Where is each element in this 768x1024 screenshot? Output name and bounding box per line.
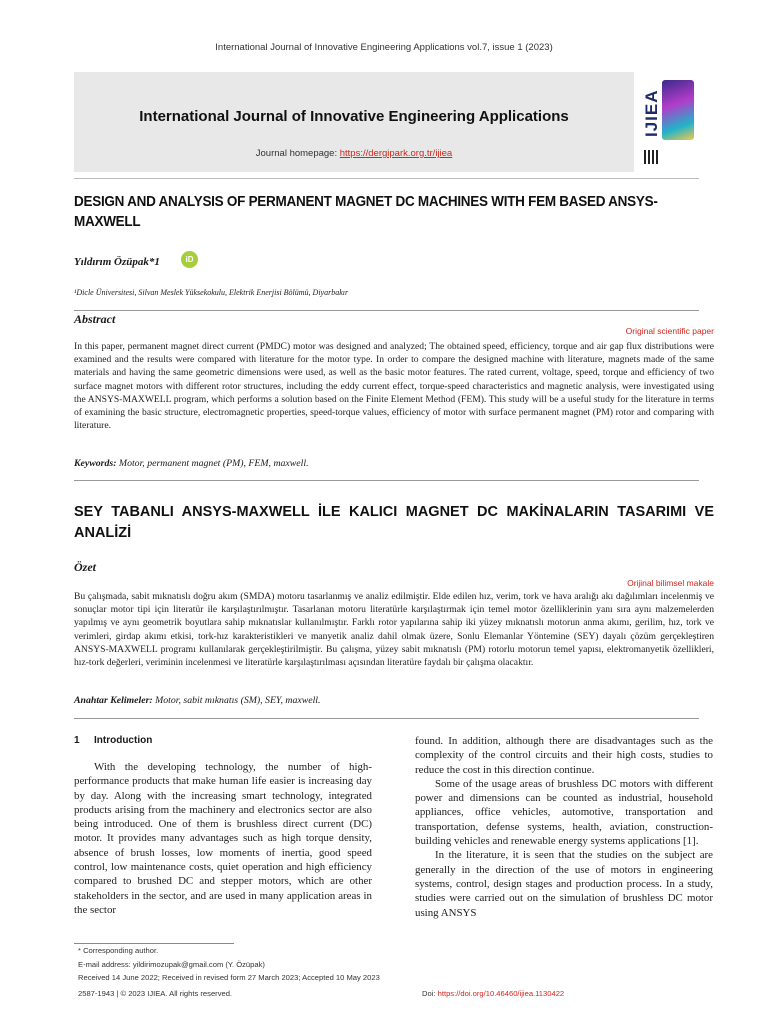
abstract-heading: Abstract	[74, 312, 116, 326]
homepage-label: Journal homepage:	[255, 148, 340, 159]
header-divider	[74, 178, 699, 179]
doi-link[interactable]: https://doi.org/10.46460/ijiea.1130422	[437, 989, 565, 998]
doi-label: Doi:	[422, 989, 438, 998]
footnote-rule	[74, 943, 234, 944]
author-name: Yıldırım Özüpak*1	[74, 256, 160, 268]
keywords-label: Keywords:	[74, 458, 117, 469]
paper-type-label: Original scientific paper	[625, 326, 714, 336]
qr-code-icon	[644, 150, 658, 164]
footnote-corresponding: * Corresponding author.	[78, 946, 159, 955]
section-title: Introduction	[94, 735, 153, 746]
journal-name: International Journal of Innovative Engineering Applications	[139, 108, 569, 125]
journal-logo: IJIEA	[642, 89, 661, 137]
footnote-doi	[422, 989, 564, 998]
right-column	[415, 734, 713, 920]
footnote-issn: 2587-1943 | © 2023 IJIEA. All rights reserved.	[78, 989, 233, 998]
left-column	[74, 760, 372, 917]
turkish-keywords-list: Motor, sabit mıknatıs (SM), SEY, maxwell.	[155, 695, 321, 706]
homepage-link[interactable]: https://dergipark.org.tr/ijiea	[339, 148, 453, 159]
running-head: International Journal of Innovative Engineering Applications vol.7, issue 1 (2023)	[215, 42, 553, 53]
abstract-top-rule	[74, 310, 699, 311]
turkish-title: SEY TABANLI ANSYS-MAXWELL İLE KALICI MAGNET DC MAKİNALARIN TASARIMI VE ANALİZİ	[74, 504, 714, 541]
intro-paragraph-1: With the developing technology, the number of high-performance products that make human life easier is increasing day by day. Along with the increasing smart technology, integrated products arising from the machinery and electronics sector are also being introduced. One of them is brushless direct current (DC) motor. It provides many advantages such as high torque density, absence of brush losses, low moments of inertia, good speed control, low maintenance costs, quiet operation and high efficiency compared to brushed DC and stepper motors, which are other stakeholders in the sector, and are used in many application areas in the sector	[74, 761, 372, 916]
turkish-keywords-label: Anahtar Kelimeler:	[74, 695, 153, 706]
footnote-email: E-mail address: yildirimozupak@gmail.com (Y. Özüpak)	[78, 960, 265, 969]
section-heading-introduction	[74, 735, 152, 746]
cover-art	[662, 80, 694, 140]
intro-paragraph-3: Some of the usage areas of brushless DC motors with different power and dimensions can be counted as industrial, household appliances, office vehicles, automotive, transportation and transportation, defense systems, health, aviation, construction-building vehicles and renewable energy systems applications [1].	[415, 777, 713, 848]
section-number: 1	[74, 735, 80, 746]
keywords	[74, 458, 309, 469]
abstract-text: In this paper, permanent magnet direct current (PMDC) motor was designed and analyzed; The obtained speed, efficiency, torque and air gap flux distributions were examined and the results were compared with literature for the motor type. In order to compare the designed machine with literature, magnets made of the same materials and having the same geometric dimensions were used, as well as the basic motor features. The rated current, voltage, speed, torque and efficiency of two surface magnet motors with different rotor structures, including the eddy current effect, torque-speed characteristics and magnetic analysis, were investigated using the ANSYS-MAXWELL program, which performs a solution based on the Finite Element Method (FEM). This study will be a useful study for the literature in terms of examining the basic structure, electromagnetic properties, speed-torque values, efficiency of motor with surface permanent magnet (PM) rotor and comparing with literature.	[74, 341, 714, 432]
turkish-paper-type-label: Orijinal bilimsel makale	[627, 578, 714, 588]
intro-paragraph-4: In the literature, it is seen that the studies on the subject are generally in the direction of the use of motors in engineering systems, control, design stages and production process. In a study, studies were carried out on the simulation of brushless DC motor using ANSYS	[415, 849, 713, 919]
keywords-list: Motor, permanent magnet (PM), FEM, maxwell.	[118, 458, 309, 469]
journal-homepage	[74, 148, 634, 159]
ozet-text: Bu çalışmada, sabit mıknatıslı doğru akım (SMDA) motoru tasarlanmış ve analiz edilmiştir. Elde edilen hız, verim, tork ve hava aralığı akı dağılımları incelenmiş ve sonuçlar motor tipi için literatür ile karşılaştırılmıştır. Tasarlanan motoru literatürle karşılaştırmak için temel motor özelliklerinin yanı sıra aynı malzemelerden yapılmış ve aynı geometrik boyutlara sahip mıknatıslar kullanılmıştır. Farklı rotor yapılarına sahip iki yüzey mıknatıslı motorun anma akımı, gerilim, hız, tork ve verimleri, girdap akımı etkisi, tork-hız karakteristikleri ve manyetik analiz dahil olmak üzere, Sonlu Elemanlar Yöntemine (SEY) dayalı çözüm gerçekleştiren ANSYS-MAXWELL programı kullanılarak gerçekleştirilmiştir. Bu çalışma, yüzey sabit mıknatıslı (PM) rotorlu motorun temel yapısı, elektromanyetik özellikleri, hız-tork değerleri, veriminin incelenmesi ve literatürle karşılaştırılması açısından literatüre faydalı bir çalışma olacaktır.	[74, 591, 714, 669]
orcid-icon[interactable]: iD	[181, 251, 198, 268]
abstract-bottom-rule	[74, 480, 699, 481]
affiliation: ¹Dicle Üniversitesi, Silvan Meslek Yüksekokulu, Elektrik Enerjisi Bölümü, Diyarbakır	[74, 288, 349, 297]
ozet-heading: Özet	[74, 560, 96, 574]
paper-title: DESIGN AND ANALYSIS OF PERMANENT MAGNET DC MACHINES WITH FEM BASED ANSYS-MAXWELL	[74, 193, 658, 230]
journal-cover-image	[640, 72, 696, 172]
ozet-bottom-rule	[74, 718, 699, 719]
intro-paragraph-2: found. In addition, although there are disadvantages such as the complexity of the control circuits and their high costs, studies to reduce the cost in this direction continue.	[415, 735, 713, 776]
footnote-received: Received 14 June 2022; Received in revised form 27 March 2023; Accepted 10 May 2023	[78, 973, 380, 982]
turkish-keywords	[74, 695, 320, 706]
